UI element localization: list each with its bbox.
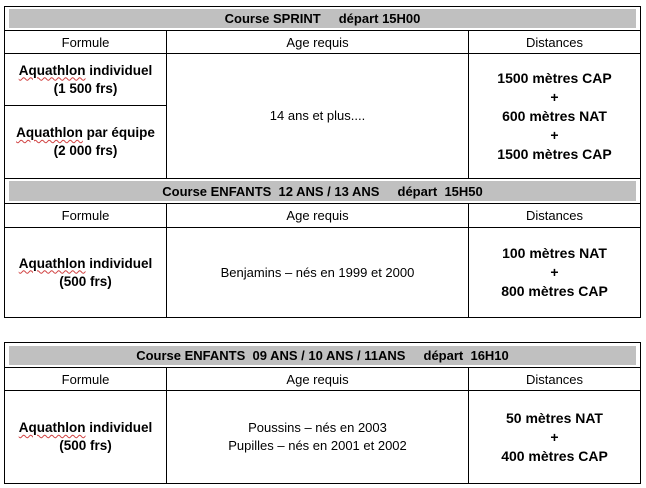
enfants-09-11-table xyxy=(4,342,641,484)
enfants-12-13-age: Benjamins – nés en 1999 et 2000 xyxy=(220,264,415,280)
formule-type: par équipe xyxy=(82,125,155,140)
formule-type: individuel xyxy=(85,255,153,271)
formule-price: (1 500 frs) xyxy=(53,80,118,96)
enfants-09-11-header-formule: Formule xyxy=(61,371,110,387)
formule-price: (500 frs) xyxy=(59,438,112,453)
sprint-distances xyxy=(469,54,640,178)
formule-name: Aquathlon xyxy=(18,62,86,78)
distance-line: 400 mètres CAP xyxy=(501,447,608,464)
enfants-09-11-formule xyxy=(5,391,166,483)
formule-name: Aquathlon xyxy=(16,125,83,140)
distance-plus: + xyxy=(550,88,559,105)
sprint-formule-individuel xyxy=(5,54,166,105)
formule-price: (500 frs) xyxy=(59,273,112,289)
age-line-pupilles: Pupilles – nés en 2001 et 2002 xyxy=(228,438,407,453)
sprint-header-distances: Distances xyxy=(525,34,584,50)
distance-plus: + xyxy=(550,264,559,280)
sprint-title: Course SPRINT départ 15H00 xyxy=(9,9,636,28)
distance-line: 100 mètres NAT xyxy=(502,245,607,261)
enfants-09-11-age xyxy=(167,391,468,483)
formule-name: Aquathlon xyxy=(18,255,86,271)
enfants-09-11-header-distances: Distances xyxy=(525,371,584,387)
enfants-12-13-title: Course ENFANTS 12 ANS / 13 ANS départ 15H50 xyxy=(9,181,636,201)
formule-type: individuel xyxy=(85,420,153,435)
distance-line: 600 mètres NAT xyxy=(502,107,607,124)
formule-price: (2 000 frs) xyxy=(53,143,118,158)
sprint-and-enfants-table xyxy=(4,6,641,318)
distance-line: 800 mètres CAP xyxy=(501,283,608,299)
enfants-09-11-distances xyxy=(469,391,640,483)
enfants-12-13-header-age: Age requis xyxy=(286,208,349,223)
distance-line: 50 mètres NAT xyxy=(505,409,603,426)
distance-plus: + xyxy=(550,428,559,445)
enfants-09-11-title: Course ENFANTS 09 ANS / 10 ANS / 11ANS départ 16H10 xyxy=(9,346,636,365)
formule-type: individuel xyxy=(85,62,153,78)
enfants-12-13-formule xyxy=(5,228,166,317)
enfants-09-11-header-age: Age requis xyxy=(286,371,349,387)
enfants-12-13-header-distances: Distances xyxy=(525,208,584,223)
formule-name: Aquathlon xyxy=(18,420,86,435)
sprint-header-formule: Formule xyxy=(61,34,110,50)
enfants-12-13-header-formule: Formule xyxy=(61,208,110,223)
age-line-poussins: Poussins – nés en 2003 xyxy=(248,420,387,435)
sprint-header-age: Age requis xyxy=(286,34,349,50)
distance-line: 1500 mètres CAP xyxy=(497,69,612,86)
enfants-12-13-distances xyxy=(469,228,640,317)
sprint-age: 14 ans et plus.... xyxy=(269,108,366,123)
distance-plus: + xyxy=(550,126,559,143)
distance-line: 1500 mètres CAP xyxy=(497,145,612,162)
sprint-formule-equipe xyxy=(5,106,166,178)
